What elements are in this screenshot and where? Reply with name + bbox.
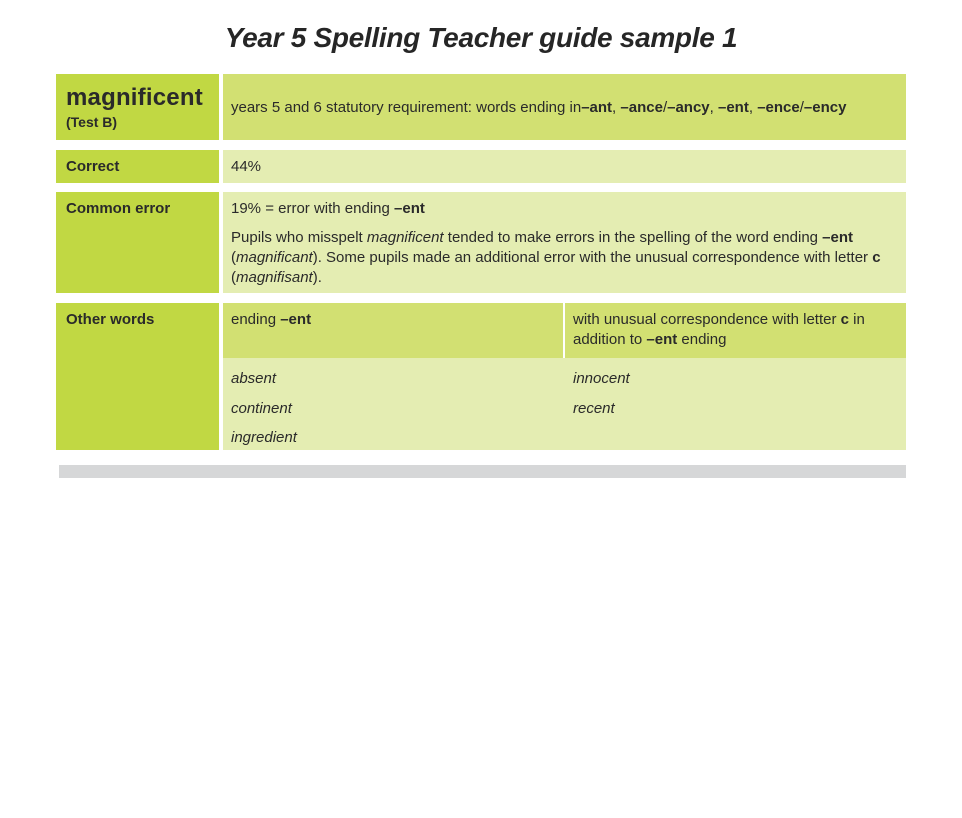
other-words-heading-letter-c: with unusual correspondence with letter c in addition to –ent ending [565, 303, 906, 358]
common-error-explanation: Pupils who misspelt magnificent tended to make errors in the spelling of the word ending –ent (magnificant). Some pupils made an additional error with the unusual correspondence with letter c (magnifisant). [231, 229, 881, 286]
divider-bar [59, 465, 906, 478]
correct-value-cell [223, 150, 906, 183]
correct-value: 44% [231, 158, 262, 175]
common-error-label-cell [56, 192, 219, 293]
word-list-letter-c [573, 364, 630, 423]
list-item: ingredient [231, 429, 297, 446]
test-label: (Test B) [66, 114, 118, 130]
requirement-cell [223, 74, 906, 140]
page-title: Year 5 Spelling Teacher guide sample 1 [224, 22, 738, 53]
other-words-list-area [223, 358, 906, 450]
word-label-cell [56, 74, 219, 140]
list-item: recent [573, 399, 615, 417]
other-words-label: Other words [66, 311, 155, 328]
common-error-label: Common error [66, 200, 171, 217]
common-error-cell [223, 192, 906, 293]
requirement-text: years 5 and 6 statutory requirement: words ending in–ant, –ance/–ancy, –ent, –ence/–ency [231, 99, 847, 116]
common-error-summary: 19% = error with ending –ent [231, 200, 425, 217]
other-words-label-cell [56, 303, 219, 450]
correct-label-cell [56, 150, 219, 183]
correct-label: Correct [66, 158, 120, 175]
target-word: magnificent [66, 84, 203, 111]
list-item: absent [231, 370, 277, 387]
list-item: continent [231, 399, 292, 417]
list-item: innocent [573, 370, 630, 387]
word-list-ent [231, 364, 297, 453]
other-words-heading-ent: ending –ent [223, 303, 563, 358]
